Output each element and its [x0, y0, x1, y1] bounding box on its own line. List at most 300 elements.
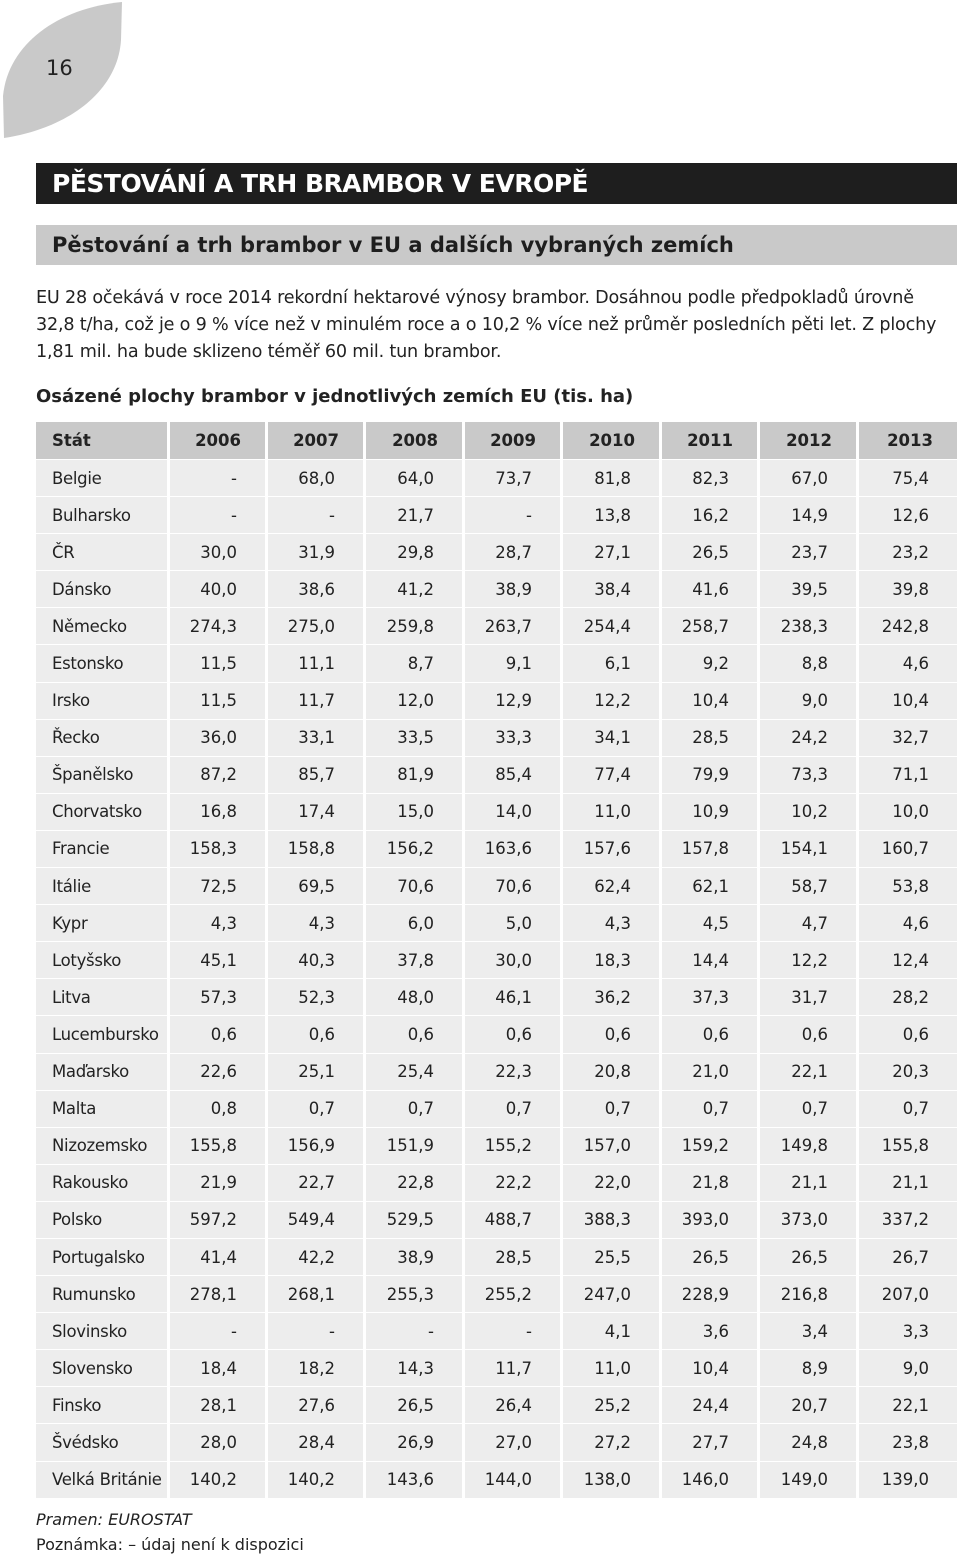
value-cell: 149,8 [760, 1128, 859, 1165]
table-row [36, 868, 957, 905]
value-cell: 163,6 [465, 831, 563, 868]
value-cell: 12,0 [366, 683, 465, 720]
value-cell: 0,7 [563, 1091, 662, 1128]
country-cell: Rumunsko [36, 1276, 170, 1313]
value-cell: 30,0 [170, 534, 268, 571]
value-cell: 79,9 [662, 757, 760, 794]
country-cell: Kypr [36, 905, 170, 942]
value-cell: 22,3 [465, 1054, 563, 1091]
value-cell: 14,9 [760, 497, 859, 534]
source-note: Pramen: EUROSTAT [36, 1510, 192, 1529]
country-cell: Lotyšsko [36, 942, 170, 979]
page-number: 16 [46, 56, 73, 80]
value-cell: 5,0 [465, 905, 563, 942]
country-cell: Nizozemsko [36, 1128, 170, 1165]
value-cell: 41,2 [366, 571, 465, 608]
column-header-year: 2010 [563, 422, 662, 460]
value-cell: 71,1 [859, 757, 957, 794]
value-cell: 22,0 [563, 1165, 662, 1202]
country-cell: Slovensko [36, 1350, 170, 1387]
value-cell: 53,8 [859, 868, 957, 905]
value-cell: - [268, 497, 366, 534]
value-cell: 11,0 [563, 794, 662, 831]
value-cell: 21,7 [366, 497, 465, 534]
value-cell: 75,4 [859, 460, 957, 497]
value-cell: 138,0 [563, 1462, 662, 1499]
value-cell: 18,3 [563, 942, 662, 979]
value-cell: 156,9 [268, 1128, 366, 1165]
value-cell: 40,3 [268, 942, 366, 979]
value-cell: 18,4 [170, 1350, 268, 1387]
value-cell: 157,0 [563, 1128, 662, 1165]
value-cell: 11,7 [268, 683, 366, 720]
table-row [36, 571, 957, 608]
value-cell: 33,1 [268, 720, 366, 757]
value-cell: - [170, 1313, 268, 1350]
value-cell: 82,3 [662, 460, 760, 497]
table-row [36, 460, 957, 497]
value-cell: 0,7 [366, 1091, 465, 1128]
value-cell: 255,2 [465, 1276, 563, 1313]
country-cell: Litva [36, 979, 170, 1016]
table-row [36, 608, 957, 645]
value-cell: 143,6 [366, 1462, 465, 1499]
value-cell: 0,6 [366, 1016, 465, 1053]
value-cell: 258,7 [662, 608, 760, 645]
footnote: Poznámka: – údaj není k dispozici [36, 1535, 304, 1554]
value-cell: 23,7 [760, 534, 859, 571]
value-cell: 26,5 [366, 1387, 465, 1424]
table-row [36, 1128, 957, 1165]
value-cell: 10,0 [859, 794, 957, 831]
value-cell: 21,1 [760, 1165, 859, 1202]
value-cell: 4,3 [563, 905, 662, 942]
value-cell: 0,7 [662, 1091, 760, 1128]
value-cell: 81,8 [563, 460, 662, 497]
country-cell: Rakousko [36, 1165, 170, 1202]
country-cell: Lucembursko [36, 1016, 170, 1053]
value-cell: 33,5 [366, 720, 465, 757]
intro-paragraph [36, 285, 960, 366]
value-cell: 255,3 [366, 1276, 465, 1313]
value-cell: 11,5 [170, 683, 268, 720]
value-cell: 8,8 [760, 645, 859, 682]
value-cell: 278,1 [170, 1276, 268, 1313]
table-title: Osázené plochy brambor v jednotlivých zemích EU (tis. ha) [36, 386, 634, 407]
value-cell: 81,9 [366, 757, 465, 794]
value-cell: 36,2 [563, 979, 662, 1016]
value-cell: 26,5 [760, 1239, 859, 1276]
value-cell: 31,7 [760, 979, 859, 1016]
table-row [36, 942, 957, 979]
value-cell: 22,2 [465, 1165, 563, 1202]
value-cell: - [465, 1313, 563, 1350]
value-cell: 48,0 [366, 979, 465, 1016]
value-cell: 29,8 [366, 534, 465, 571]
value-cell: 4,6 [859, 905, 957, 942]
section-heading: PĚSTOVÁNÍ A TRH BRAMBOR V EVROPĚ [36, 163, 957, 204]
value-cell: 0,7 [760, 1091, 859, 1128]
value-cell: 159,2 [662, 1128, 760, 1165]
value-cell: 27,2 [563, 1424, 662, 1461]
value-cell: 228,9 [662, 1276, 760, 1313]
value-cell: 24,8 [760, 1424, 859, 1461]
potato-area-table [36, 422, 957, 1499]
country-cell: Chorvatsko [36, 794, 170, 831]
value-cell: 9,0 [760, 683, 859, 720]
table-row [36, 645, 957, 682]
value-cell: 27,1 [563, 534, 662, 571]
value-cell: 25,4 [366, 1054, 465, 1091]
value-cell: 8,9 [760, 1350, 859, 1387]
value-cell: 151,9 [366, 1128, 465, 1165]
value-cell: 4,3 [268, 905, 366, 942]
table-row [36, 1350, 957, 1387]
value-cell: 16,2 [662, 497, 760, 534]
value-cell: 10,4 [859, 683, 957, 720]
value-cell: 242,8 [859, 608, 957, 645]
value-cell: 27,6 [268, 1387, 366, 1424]
value-cell: 28,5 [465, 1239, 563, 1276]
value-cell: 85,4 [465, 757, 563, 794]
value-cell: 0,6 [465, 1016, 563, 1053]
value-cell: 73,3 [760, 757, 859, 794]
column-header-year: 2008 [366, 422, 465, 460]
table-row [36, 1424, 957, 1461]
country-cell: Finsko [36, 1387, 170, 1424]
column-header-country: Stát [36, 422, 170, 460]
value-cell: 31,9 [268, 534, 366, 571]
country-cell: Dánsko [36, 571, 170, 608]
value-cell: 10,9 [662, 794, 760, 831]
table-row [36, 1016, 957, 1053]
section-subheading: Pěstování a trh brambor v EU a dalších vybraných zemích [36, 225, 957, 265]
value-cell: 9,1 [465, 645, 563, 682]
value-cell: 21,9 [170, 1165, 268, 1202]
value-cell: 67,0 [760, 460, 859, 497]
value-cell: 34,1 [563, 720, 662, 757]
value-cell: 21,8 [662, 1165, 760, 1202]
value-cell: - [465, 497, 563, 534]
value-cell: 25,1 [268, 1054, 366, 1091]
value-cell: 26,7 [859, 1239, 957, 1276]
value-cell: 73,7 [465, 460, 563, 497]
value-cell: 22,8 [366, 1165, 465, 1202]
country-cell: Belgie [36, 460, 170, 497]
table-row [36, 1276, 957, 1313]
value-cell: 146,0 [662, 1462, 760, 1499]
value-cell: 62,4 [563, 868, 662, 905]
value-cell: 23,8 [859, 1424, 957, 1461]
value-cell: 155,8 [170, 1128, 268, 1165]
value-cell: 10,2 [760, 794, 859, 831]
value-cell: 0,7 [465, 1091, 563, 1128]
value-cell: 27,7 [662, 1424, 760, 1461]
country-cell: Itálie [36, 868, 170, 905]
value-cell: 22,1 [859, 1387, 957, 1424]
value-cell: 68,0 [268, 460, 366, 497]
column-header-year: 2011 [662, 422, 760, 460]
value-cell: 12,6 [859, 497, 957, 534]
value-cell: 46,1 [465, 979, 563, 1016]
table-row [36, 1239, 957, 1276]
value-cell: 39,5 [760, 571, 859, 608]
value-cell: 12,2 [760, 942, 859, 979]
value-cell: 21,0 [662, 1054, 760, 1091]
value-cell: 26,5 [662, 1239, 760, 1276]
column-header-year: 2009 [465, 422, 563, 460]
value-cell: 45,1 [170, 942, 268, 979]
table-row [36, 905, 957, 942]
value-cell: 337,2 [859, 1202, 957, 1239]
value-cell: 139,0 [859, 1462, 957, 1499]
value-cell: 14,3 [366, 1350, 465, 1387]
value-cell: 8,7 [366, 645, 465, 682]
value-cell: 158,3 [170, 831, 268, 868]
value-cell: 38,9 [465, 571, 563, 608]
value-cell: 41,4 [170, 1239, 268, 1276]
value-cell: 38,4 [563, 571, 662, 608]
value-cell: 22,7 [268, 1165, 366, 1202]
value-cell: 4,5 [662, 905, 760, 942]
value-cell: 4,1 [563, 1313, 662, 1350]
value-cell: 28,4 [268, 1424, 366, 1461]
column-header-year: 2007 [268, 422, 366, 460]
value-cell: 20,8 [563, 1054, 662, 1091]
value-cell: 388,3 [563, 1202, 662, 1239]
value-cell: 0,6 [170, 1016, 268, 1053]
value-cell: - [366, 1313, 465, 1350]
value-cell: - [170, 497, 268, 534]
value-cell: 4,3 [170, 905, 268, 942]
country-cell: Německo [36, 608, 170, 645]
table-row [36, 794, 957, 831]
value-cell: - [268, 1313, 366, 1350]
value-cell: 0,8 [170, 1091, 268, 1128]
value-cell: 160,7 [859, 831, 957, 868]
value-cell: 0,7 [268, 1091, 366, 1128]
value-cell: 11,7 [465, 1350, 563, 1387]
value-cell: 0,6 [563, 1016, 662, 1053]
value-cell: 87,2 [170, 757, 268, 794]
value-cell: 30,0 [465, 942, 563, 979]
table-row [36, 1387, 957, 1424]
value-cell: 26,4 [465, 1387, 563, 1424]
table-row [36, 979, 957, 1016]
value-cell: 12,2 [563, 683, 662, 720]
value-cell: 52,3 [268, 979, 366, 1016]
value-cell: 11,0 [563, 1350, 662, 1387]
value-cell: 0,6 [662, 1016, 760, 1053]
value-cell: 28,5 [662, 720, 760, 757]
value-cell: 3,3 [859, 1313, 957, 1350]
value-cell: 64,0 [366, 460, 465, 497]
value-cell: 144,0 [465, 1462, 563, 1499]
country-cell: Bulharsko [36, 497, 170, 534]
value-cell: 373,0 [760, 1202, 859, 1239]
value-cell: - [170, 460, 268, 497]
value-cell: 155,2 [465, 1128, 563, 1165]
value-cell: 77,4 [563, 757, 662, 794]
value-cell: 3,4 [760, 1313, 859, 1350]
value-cell: 238,3 [760, 608, 859, 645]
value-cell: 393,0 [662, 1202, 760, 1239]
country-cell: Maďarsko [36, 1054, 170, 1091]
value-cell: 268,1 [268, 1276, 366, 1313]
intro-line: 1,81 mil. ha bude sklizeno téměř 60 mil. tun brambor. [36, 342, 502, 362]
value-cell: 28,0 [170, 1424, 268, 1461]
value-cell: 41,6 [662, 571, 760, 608]
value-cell: 42,2 [268, 1239, 366, 1276]
country-cell: Řecko [36, 720, 170, 757]
value-cell: 529,5 [366, 1202, 465, 1239]
value-cell: 275,0 [268, 608, 366, 645]
value-cell: 15,0 [366, 794, 465, 831]
value-cell: 488,7 [465, 1202, 563, 1239]
table-row [36, 757, 957, 794]
value-cell: 18,2 [268, 1350, 366, 1387]
value-cell: 22,6 [170, 1054, 268, 1091]
value-cell: 33,3 [465, 720, 563, 757]
value-cell: 0,6 [760, 1016, 859, 1053]
value-cell: 10,4 [662, 1350, 760, 1387]
value-cell: 157,8 [662, 831, 760, 868]
value-cell: 25,2 [563, 1387, 662, 1424]
table-row [36, 534, 957, 571]
country-cell: Estonsko [36, 645, 170, 682]
value-cell: 20,3 [859, 1054, 957, 1091]
value-cell: 23,2 [859, 534, 957, 571]
value-cell: 36,0 [170, 720, 268, 757]
value-cell: 0,6 [859, 1016, 957, 1053]
value-cell: 157,6 [563, 831, 662, 868]
value-cell: 154,1 [760, 831, 859, 868]
value-cell: 57,3 [170, 979, 268, 1016]
value-cell: 140,2 [268, 1462, 366, 1499]
value-cell: 9,2 [662, 645, 760, 682]
country-cell: Portugalsko [36, 1239, 170, 1276]
value-cell: 40,0 [170, 571, 268, 608]
country-cell: Malta [36, 1091, 170, 1128]
value-cell: 207,0 [859, 1276, 957, 1313]
table-header-row [36, 422, 957, 460]
country-cell: Velká Británie [36, 1462, 170, 1499]
value-cell: 72,5 [170, 868, 268, 905]
value-cell: 38,6 [268, 571, 366, 608]
value-cell: 17,4 [268, 794, 366, 831]
value-cell: 62,1 [662, 868, 760, 905]
value-cell: 4,7 [760, 905, 859, 942]
value-cell: 6,0 [366, 905, 465, 942]
value-cell: 3,6 [662, 1313, 760, 1350]
value-cell: 11,5 [170, 645, 268, 682]
value-cell: 24,4 [662, 1387, 760, 1424]
value-cell: 247,0 [563, 1276, 662, 1313]
table-row [36, 1054, 957, 1091]
value-cell: 26,5 [662, 534, 760, 571]
table-row [36, 1165, 957, 1202]
value-cell: 58,7 [760, 868, 859, 905]
value-cell: 13,8 [563, 497, 662, 534]
value-cell: 28,2 [859, 979, 957, 1016]
table-row [36, 1462, 957, 1499]
value-cell: 259,8 [366, 608, 465, 645]
value-cell: 69,5 [268, 868, 366, 905]
value-cell: 38,9 [366, 1239, 465, 1276]
country-cell: Irsko [36, 683, 170, 720]
value-cell: 597,2 [170, 1202, 268, 1239]
value-cell: 11,1 [268, 645, 366, 682]
country-cell: Švédsko [36, 1424, 170, 1461]
country-cell: ČR [36, 534, 170, 571]
value-cell: 12,4 [859, 942, 957, 979]
column-header-year: 2012 [760, 422, 859, 460]
value-cell: 70,6 [465, 868, 563, 905]
value-cell: 14,0 [465, 794, 563, 831]
value-cell: 156,2 [366, 831, 465, 868]
value-cell: 216,8 [760, 1276, 859, 1313]
table-row [36, 497, 957, 534]
intro-line: EU 28 očekává v roce 2014 rekordní hektarové výnosy brambor. Dosáhnou podle předpokladů úrovně [36, 288, 914, 308]
country-cell: Francie [36, 831, 170, 868]
value-cell: 263,7 [465, 608, 563, 645]
value-cell: 12,9 [465, 683, 563, 720]
value-cell: 24,2 [760, 720, 859, 757]
value-cell: 16,8 [170, 794, 268, 831]
value-cell: 0,6 [268, 1016, 366, 1053]
value-cell: 0,7 [859, 1091, 957, 1128]
value-cell: 28,1 [170, 1387, 268, 1424]
value-cell: 9,0 [859, 1350, 957, 1387]
value-cell: 32,7 [859, 720, 957, 757]
value-cell: 10,4 [662, 683, 760, 720]
value-cell: 4,6 [859, 645, 957, 682]
table-body [36, 460, 957, 1499]
value-cell: 254,4 [563, 608, 662, 645]
value-cell: 26,9 [366, 1424, 465, 1461]
table-row [36, 1091, 957, 1128]
value-cell: 39,8 [859, 571, 957, 608]
value-cell: 20,7 [760, 1387, 859, 1424]
value-cell: 21,1 [859, 1165, 957, 1202]
value-cell: 274,3 [170, 608, 268, 645]
country-cell: Slovinsko [36, 1313, 170, 1350]
table-row [36, 831, 957, 868]
table-row [36, 1313, 957, 1350]
value-cell: 6,1 [563, 645, 662, 682]
value-cell: 140,2 [170, 1462, 268, 1499]
value-cell: 37,8 [366, 942, 465, 979]
value-cell: 27,0 [465, 1424, 563, 1461]
value-cell: 149,0 [760, 1462, 859, 1499]
value-cell: 85,7 [268, 757, 366, 794]
value-cell: 14,4 [662, 942, 760, 979]
value-cell: 37,3 [662, 979, 760, 1016]
country-cell: Polsko [36, 1202, 170, 1239]
column-header-year: 2013 [859, 422, 957, 460]
value-cell: 549,4 [268, 1202, 366, 1239]
value-cell: 28,7 [465, 534, 563, 571]
column-header-year: 2006 [170, 422, 268, 460]
value-cell: 22,1 [760, 1054, 859, 1091]
table-row [36, 720, 957, 757]
value-cell: 158,8 [268, 831, 366, 868]
value-cell: 155,8 [859, 1128, 957, 1165]
table-row [36, 683, 957, 720]
intro-line: 32,8 t/ha, což je o 9 % více než v minulém roce a o 10,2 % více než průměr posledních pěti let. Z plochy [36, 315, 937, 335]
value-cell: 70,6 [366, 868, 465, 905]
table-row [36, 1202, 957, 1239]
